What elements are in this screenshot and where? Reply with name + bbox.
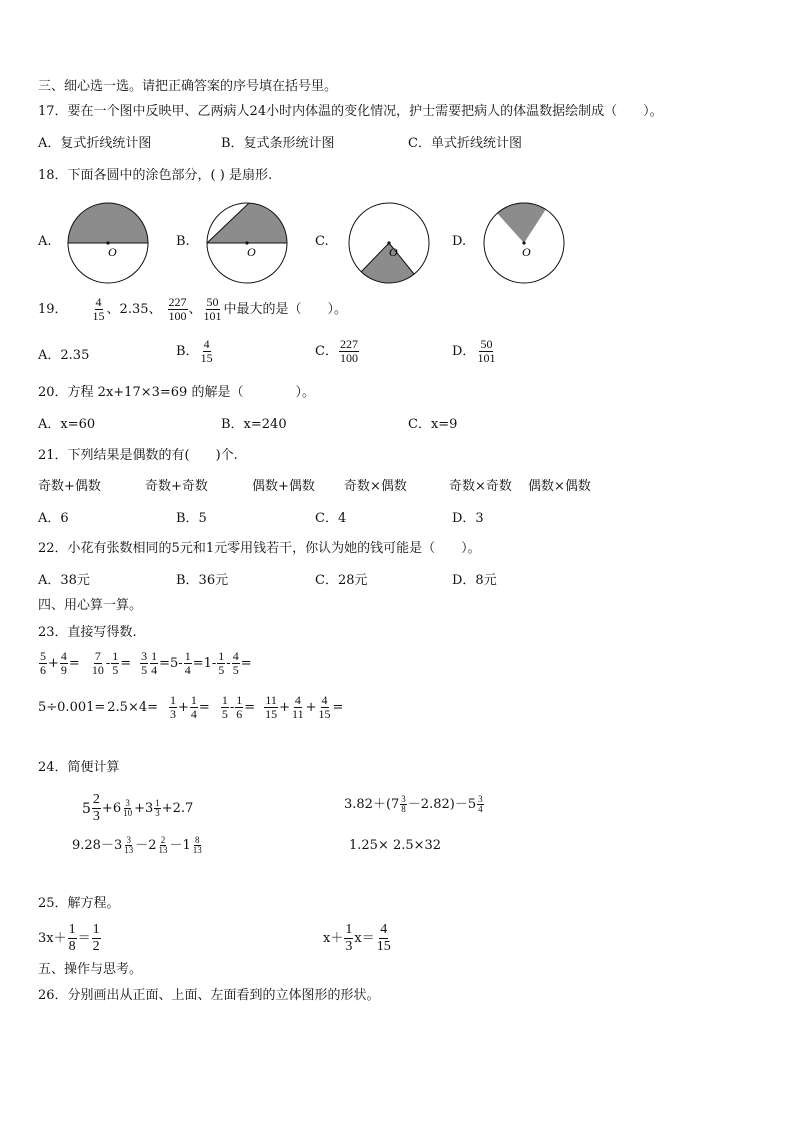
q22-option-c: C．28元 — [315, 573, 368, 588]
fraction-2-3: $\frac{2}{3}$ — [92, 792, 100, 824]
fraction-50-101: $\frac{50}{101}$ — [203, 295, 222, 323]
fraction-4-11: $\frac{4}{11}$ — [292, 693, 304, 721]
shaded-semicircle-a — [68, 203, 148, 243]
q23-text: 23．直接写得数. — [38, 625, 137, 640]
section-3-title: 三、细心选一选。请把正确答案的序号填在括号里。 — [38, 79, 338, 94]
q17-option-a: A．复式折线统计图 — [38, 136, 152, 151]
q26-text: 26．分别画出从正面、上面、左面看到的立体图形的形状。 — [38, 988, 380, 1003]
fraction-3-10: $\frac{3}{10}$ — [123, 798, 133, 818]
fraction-1-5: $\frac{1}{5}$ — [112, 649, 119, 677]
fraction-4-9: $\frac{4}{9}$ — [60, 649, 67, 677]
q20-option-b: B．x=240 — [221, 417, 287, 432]
fraction-3-8: $\frac{3}{8}$ — [401, 794, 406, 814]
q17-option-b: B．复式条形统计图 — [221, 136, 335, 151]
fraction-3-4: $\frac{3}{4}$ — [478, 794, 483, 814]
q21-expr-1: 奇数+偶数 — [38, 479, 101, 494]
fraction-7-10: $\frac{7}{10}$ — [91, 649, 104, 677]
fraction-50-101: $\frac{50}{101}$ — [477, 337, 496, 365]
q25-text: 25．解方程。 — [38, 896, 120, 911]
q21-expr-3: 偶数+偶数 — [252, 479, 315, 494]
fraction-227-100: $\frac{227}{100}$ — [168, 295, 187, 323]
fraction-1-8: $\frac{1}{8}$ — [68, 922, 76, 954]
fraction-227-100: $\frac{227}{100}$ — [339, 337, 358, 365]
fraction-4-15: $\frac{4}{15}$ — [200, 337, 213, 365]
q21-option-c: C．4 — [315, 511, 347, 526]
q22-option-a: A．38元 — [38, 573, 90, 588]
q25-equation-2: x＋ $\frac{1}{3}$ x＝ $\frac{4}{15}$ — [323, 922, 391, 954]
q19-text: 19． $\frac{4}{15}$ 、2.35、 $\frac{227}{100}$ 、 $\frac{50}{101}$ 中最大的是（ ）。 — [38, 295, 348, 323]
q19-option-c: C． $\frac{227}{100}$ — [315, 337, 358, 365]
fraction-1-3: $\frac{1}{3}$ — [155, 798, 160, 818]
center-label-b: O — [247, 245, 256, 259]
circle-figure-c — [347, 201, 431, 285]
q18-option-c: C. — [315, 234, 329, 249]
circle-figure-a — [66, 201, 150, 285]
circle-figure-d — [482, 201, 566, 285]
fraction-1-3: $\frac{1}{3}$ — [345, 922, 353, 954]
q18-option-b: B. — [176, 234, 190, 249]
fraction-1-6: $\frac{1}{6}$ — [236, 693, 243, 721]
fraction-4-15: $\frac{4}{15}$ — [318, 693, 331, 721]
fraction-4-15: $\frac{4}{15}$ — [376, 922, 391, 954]
fraction-1-5: $\frac{1}{5}$ — [218, 649, 225, 677]
fraction-1-4: $\frac{1}{4}$ — [151, 649, 158, 677]
q22-option-d: D．8元 — [452, 573, 497, 588]
q19-option-d: D． $\frac{50}{101}$ — [452, 337, 496, 365]
fraction-1-4: $\frac{1}{4}$ — [184, 649, 191, 677]
q23-row-1: $\frac{5}{6}$ + $\frac{4}{9}$ = $\frac{7}{10}$ - $\frac{1}{5}$ = $\frac{3}{5}$ $\frac{1}{4}$ = 5- $\frac{1}{4}$ = 1- $\frac{1}{5}$ - $\frac{4}{5}$ = — [40, 649, 252, 677]
q21-expr-5: 奇数×奇数 — [449, 479, 512, 494]
q19-option-b: B． $\frac{4}{15}$ — [176, 337, 213, 365]
q21-expr-2: 奇数+奇数 — [145, 479, 208, 494]
fraction-5-6: $\frac{5}{6}$ — [40, 649, 46, 677]
q23-row-2: 5÷0.001= 2.5×4= $\frac{1}{3}$ + $\frac{1}{4}$ = $\frac{1}{5}$ - $\frac{1}{6}$ = $\frac{11}{15}$ + $\frac{4}{11}$ + $\frac{4}{15}$ = — [38, 693, 344, 721]
q20-option-a: A．x=60 — [38, 417, 96, 432]
fraction-1-4: $\frac{1}{4}$ — [190, 693, 197, 721]
fraction-4-5: $\frac{4}{5}$ — [232, 649, 239, 677]
fraction-2-13: $\frac{2}{13}$ — [158, 835, 168, 855]
fraction-8-13: $\frac{8}{13}$ — [192, 835, 202, 855]
q22-option-b: B．36元 — [176, 573, 229, 588]
q19-option-a: A．2.35 — [38, 348, 90, 363]
section-4-title: 四、用心算一算。 — [38, 598, 143, 613]
section-5-title: 五、操作与思考。 — [38, 962, 143, 977]
q24-text: 24．简便计算 — [38, 760, 120, 775]
q21-option-b: B．5 — [176, 511, 207, 526]
q24-expr-3: 9.28－3 $\frac{3}{13}$ －2 $\frac{2}{13}$ －1 $\frac{8}{13}$ — [72, 835, 202, 855]
q20-text: 20．方程 2x+17×3=69 的解是（ ）。 — [38, 385, 315, 400]
fraction-1-2: $\frac{1}{2}$ — [92, 922, 100, 954]
q18-option-d: D. — [452, 234, 467, 249]
circle-figure-b — [205, 201, 289, 285]
shaded-region-b — [207, 203, 287, 243]
q17-text: 17．要在一个图中反映甲、乙两病人24小时内体温的变化情况，护士需要把病人的体温数据绘制成（ ）。 — [38, 104, 663, 119]
fraction-1-5: $\frac{1}{5}$ — [221, 693, 228, 721]
q25-equation-1: 3x＋ $\frac{1}{8}$ ＝ $\frac{1}{2}$ — [38, 922, 100, 954]
q20-option-c: C．x=9 — [408, 417, 458, 432]
fraction-4-15: $\frac{4}{15}$ — [92, 295, 105, 323]
fraction-1-3: $\frac{1}{3}$ — [170, 693, 177, 721]
fraction-3-5: $\frac{3}{5}$ — [141, 649, 148, 677]
q21-option-a: A．6 — [38, 511, 69, 526]
fraction-3-13: $\frac{3}{13}$ — [124, 835, 134, 855]
q21-expr-4: 奇数×偶数 — [344, 479, 407, 494]
q18-text: 18．下面各圆中的涂色部分，( ) 是扇形. — [38, 168, 273, 183]
q24-expr-2: 3.82＋(7 $\frac{3}{8}$ －2.82)－5 $\frac{3}{4}$ — [344, 794, 483, 814]
q21-expr-6: 偶数×偶数 — [528, 479, 591, 494]
fraction-11-15: $\frac{11}{15}$ — [265, 693, 278, 721]
q17-option-c: C．单式折线统计图 — [408, 136, 522, 151]
center-label-d: O — [522, 245, 531, 259]
q18-option-a: A. — [38, 234, 52, 249]
q21-text: 21．下列结果是偶数的有( )个. — [38, 448, 238, 463]
q21-option-d: D．3 — [452, 511, 484, 526]
center-label-a: O — [108, 245, 117, 259]
q22-text: 22．小花有张数相同的5元和1元零用钱若干，你认为她的钱可能是（ ）。 — [38, 541, 481, 556]
q24-expr-1: 5 $\frac{2}{3}$ +6 $\frac{3}{10}$ +3 $\frac{1}{3}$ +2.7 — [82, 792, 194, 824]
q24-expr-4: 1.25× 2.5×32 — [349, 838, 442, 853]
center-label-c: O — [389, 245, 398, 259]
